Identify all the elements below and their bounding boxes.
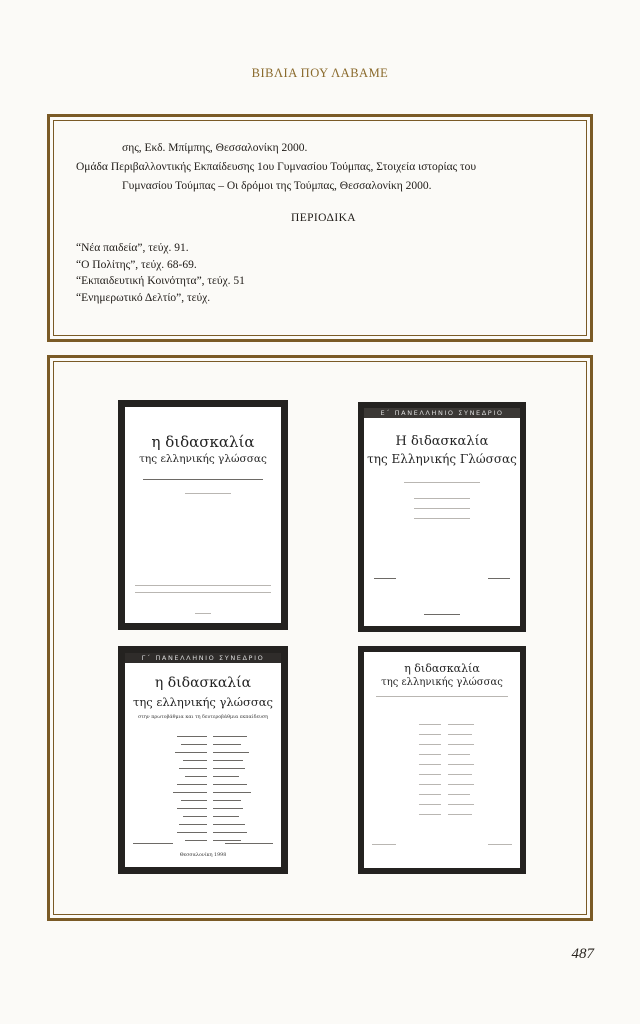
cover-detail-line — [448, 754, 470, 755]
cover-subtitle-line — [376, 696, 508, 697]
cover-subtitle-line — [143, 479, 263, 480]
running-header: ΒΙΒΛΙΑ ΠΟΥ ΛΑΒΑΜΕ — [251, 66, 389, 80]
cover-footer-line — [133, 843, 173, 844]
cover-title-line2: της ελληνικής γλώσσας — [381, 677, 503, 688]
cover-title-line2: της Ελληνικής Γλώσσας — [367, 452, 517, 466]
cover-subtitle: στην πρωτοβάθμια και τη δευτεροβάθμια εκπαίδευση — [137, 715, 269, 720]
cover-detail-line — [419, 754, 441, 755]
cover-footer-line — [135, 592, 271, 593]
cover-footer-line — [225, 843, 273, 844]
cover-footer-line — [424, 614, 460, 615]
cover-detail-line — [448, 784, 474, 785]
cover-detail-line — [448, 734, 472, 735]
cover-detail-line — [414, 498, 470, 499]
cover-band: Ε΄ ΠΑΝΕΛΛΗΝΙΟ ΣΥΝΕΔΡΙΟ — [364, 408, 520, 418]
cover-detail-line — [419, 784, 441, 785]
cover-footer-line — [372, 844, 396, 845]
bibliography-line: Ομάδα Περιβαλλοντικής Εκπαίδευσης 1ου Γυμνασίου Τούμπας, Στοιχεία ιστορίας του — [76, 161, 477, 173]
cover-detail-line — [419, 794, 441, 795]
periodicals-heading: ΠΕΡΙΟΔΙΚΑ — [290, 212, 356, 224]
periodical-entry: “Νέα παιδεία”, τεύχ. 91. — [76, 242, 189, 254]
bibliography-frame — [47, 114, 593, 342]
cover-footer-line — [135, 585, 271, 586]
bibliography-line: σης, Εκδ. Μπίμπης, Θεσσαλονίκη 2000. — [122, 142, 308, 154]
cover-detail-line — [414, 508, 470, 509]
cover-detail-line — [448, 814, 472, 815]
cover-detail-line — [448, 794, 470, 795]
cover-title-line1: η διδασκαλία — [404, 662, 480, 675]
book-cover-4 — [358, 646, 526, 874]
cover-footer-line — [195, 613, 211, 614]
cover-detail-line — [419, 764, 441, 765]
cover-detail-line — [419, 724, 441, 725]
cover-title-line1: η διδασκαλία — [151, 433, 255, 451]
cover-detail-line — [448, 764, 474, 765]
cover-detail-line — [448, 804, 474, 805]
cover-footer-line — [488, 578, 510, 579]
bibliography-line: Γυμνασίου Τούμπας – Οι δρόμοι της Τούμπας, Θεσσαλονίκη 2000. — [122, 180, 432, 192]
cover-detail-line — [419, 774, 441, 775]
cover-title-line2: της ελληνικής γλώσσας — [139, 453, 267, 465]
cover-detail-line — [414, 518, 470, 519]
cover-band: Γ΄ ΠΑΝΕΛΛΗΝΙΟ ΣΥΝΕΔΡΙΟ — [125, 653, 281, 663]
cover-detail-line — [448, 724, 474, 725]
cover-detail-line — [419, 814, 441, 815]
cover-title-line1: η διδασκαλία — [154, 675, 252, 691]
book-cover-3 — [118, 646, 288, 874]
cover-detail-line — [448, 774, 472, 775]
cover-footer-line — [488, 844, 512, 845]
covers-frame — [47, 355, 593, 921]
periodical-entry: “Ο Πολίτης”, τεύχ. 68-69. — [76, 258, 197, 271]
cover-title-line2: της ελληνικής γλώσσας — [133, 695, 273, 709]
cover-detail-line — [419, 734, 441, 735]
cover-footer-year: Θεσσαλονίκη 1998 — [179, 853, 227, 858]
cover-speakers-list — [213, 733, 273, 857]
cover-title-line1: Η διδασκαλία — [395, 434, 489, 449]
cover-author-line — [185, 493, 231, 494]
cover-footer-line — [374, 578, 396, 579]
periodical-entry: “Εκπαιδευτική Κοινότητα”, τεύχ. 51 — [76, 275, 245, 287]
book-cover-1 — [118, 400, 288, 630]
cover-detail-line — [419, 744, 441, 745]
bibliography-text — [76, 139, 571, 306]
cover-detail-line — [419, 804, 441, 805]
cover-detail-line — [448, 744, 474, 745]
cover-detail-line — [404, 482, 480, 483]
page-number: 487 — [571, 946, 594, 962]
book-cover-2 — [358, 402, 526, 632]
periodical-entry: “Ενημερωτικό Δελτίο”, τεύχ. — [76, 291, 211, 304]
cover-speakers-list — [147, 733, 207, 857]
